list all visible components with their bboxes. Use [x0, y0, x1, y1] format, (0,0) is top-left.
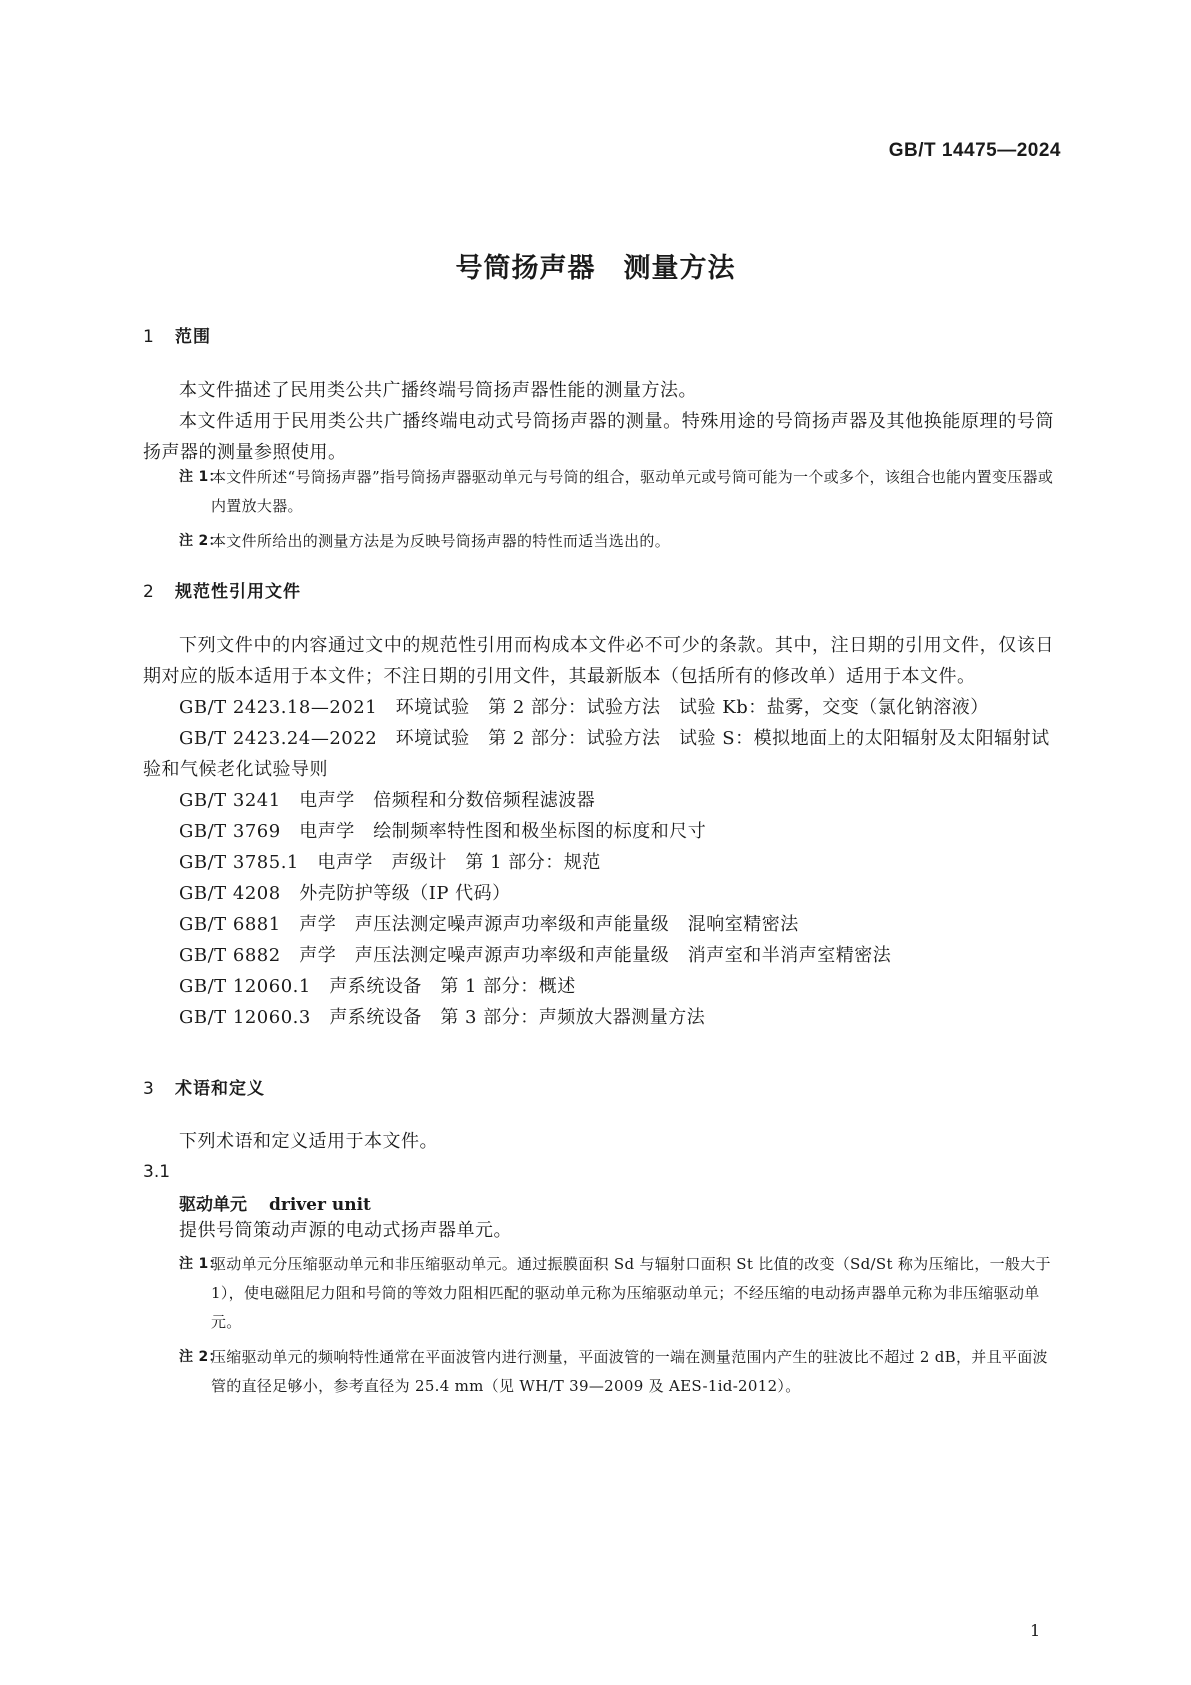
section-number: 3 [143, 1079, 155, 1099]
note-text: 压缩驱动单元的频响特性通常在平面波管内进行测量，平面波管的一端在测量范围内产生的驻波比不超过 2 dB，并且平面波管的直径足够小，参考直径为 25.4 mm（见 WH/T 39—2009 及 AES-1id-2012）。 [211, 1348, 1048, 1395]
paragraph: 下列术语和定义适用于本文件。 [179, 1131, 438, 1152]
note [143, 1250, 1054, 1337]
paragraph: 下列文件中的内容通过文中的规范性引用而构成本文件必不可少的条款。其中，注日期的引用文件，仅该日期对应的版本适用于本文件；不注日期的引用文件，其最新版本（包括所有的修改单）适用于本文件。 [143, 635, 1054, 687]
reference-item: GB/T 2423.18—2021 环境试验 第 2 部分：试验方法 试验 Kb：盐雾，交变（氯化钠溶液） [179, 697, 989, 718]
section-2-body [143, 630, 1054, 1033]
section-title: 范围 [175, 327, 211, 347]
section-number: 2 [143, 582, 155, 602]
note-tag: 注 2： [179, 533, 223, 549]
reference-item: GB/T 6882 声学 声压法测定噪声源声功率级和声能量级 消声室和半消声室精密法 [179, 945, 892, 966]
section-1-heading [143, 322, 211, 347]
term-name-en: driver unit [269, 1195, 371, 1215]
term-definition-block [143, 1215, 1054, 1246]
reference-item: GB/T 12060.3 声系统设备 第 3 部分：声频放大器测量方法 [179, 1007, 706, 1028]
reference-item: GB/T 3785.1 电声学 声级计 第 1 部分：规范 [179, 852, 601, 873]
standard-number: GB/T 14475—2024 [888, 140, 1061, 161]
note-text: 本文件所给出的测量方法是为反映号筒扬声器的特性而适当选出的。 [211, 532, 671, 550]
reference-item: GB/T 4208 外壳防护等级（IP 代码） [179, 883, 511, 904]
note [143, 463, 1054, 521]
section-1-body [143, 375, 1054, 468]
reference-item: GB/T 3769 电声学 绘制频率特性图和极坐标图的标度和尺寸 [179, 821, 707, 842]
section-2-heading [143, 577, 301, 602]
note-text: 驱动单元分压缩驱动单元和非压缩驱动单元。通过振膜面积 Sd 与辐射口面积 St 比值的改变（Sd/St 称为压缩比，一般大于 1），使电磁阻尼力阻和号筒的等效力阻相匹配的驱动单元称为压缩驱动单元；不经压缩的电动扬声器单元称为非压缩驱动单元。 [211, 1255, 1051, 1331]
reference-item: GB/T 6881 声学 声压法测定噪声源声功率级和声能量级 混响室精密法 [179, 914, 799, 935]
note-text: 本文件所述“号筒扬声器”指号筒扬声器驱动单元与号筒的组合，驱动单元或号筒可能为一个或多个，该组合也能内置变压器或内置放大器。 [211, 468, 1054, 515]
reference-item: GB/T 12060.1 声系统设备 第 1 部分：概述 [179, 976, 576, 997]
reference-item: GB/T 2423.24—2022 环境试验 第 2 部分：试验方法 试验 S：模拟地面上的太阳辐射及太阳辐射试验和气候老化试验导则 [143, 728, 1050, 780]
section-title: 规范性引用文件 [175, 582, 301, 602]
section-3-heading [143, 1074, 265, 1099]
section-title: 术语和定义 [175, 1079, 265, 1099]
term-number: 3.1 [143, 1162, 171, 1182]
note [143, 527, 1054, 556]
note-tag: 注 1： [179, 1256, 223, 1272]
section-number: 1 [143, 327, 155, 347]
note-tag: 注 2： [179, 1349, 223, 1365]
note [143, 1343, 1054, 1401]
reference-item: GB/T 3241 电声学 倍频程和分数倍频程滤波器 [179, 790, 596, 811]
term-name-zh: 驱动单元 [179, 1195, 247, 1215]
note-tag: 注 1： [179, 469, 223, 485]
term-notes [143, 1250, 1054, 1401]
section-3-intro [143, 1126, 1054, 1157]
section-1-notes [143, 463, 1054, 556]
page-number: 1 [1030, 1621, 1041, 1640]
term-name [179, 1190, 371, 1215]
document-title: 号筒扬声器 测量方法 [455, 253, 736, 284]
term-definition: 提供号筒策动声源的电动式扬声器单元。 [179, 1220, 512, 1241]
paragraph: 本文件适用于民用类公共广播终端电动式号筒扬声器的测量。特殊用途的号筒扬声器及其他换能原理的号筒扬声器的测量参照使用。 [143, 411, 1054, 463]
paragraph: 本文件描述了民用类公共广播终端号筒扬声器性能的测量方法。 [179, 380, 697, 401]
